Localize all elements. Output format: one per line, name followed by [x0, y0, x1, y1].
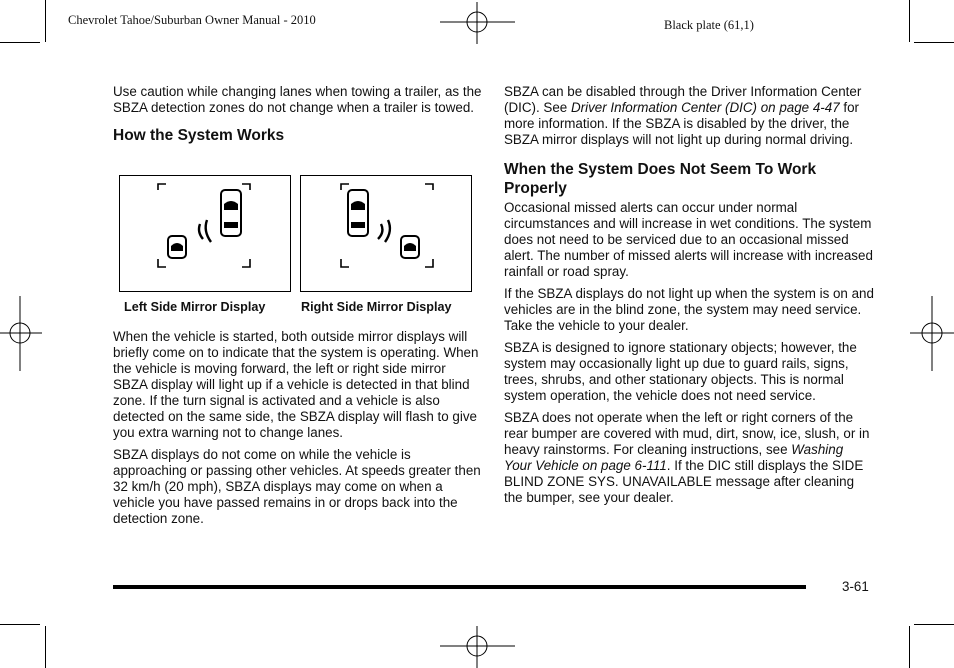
- paragraph: When the vehicle is started, both outside mirror displays will briefly come on to indicate that the system is operating. When the vehicle is moving forward, the left or right side mirror SBZA display will light up if a vehicle is detected in that blind zone. If the turn signal is activated and a vehicle is also detected on the same side, the SBZA display will flash to give you extra warning not to change lanes.: [113, 329, 479, 440]
- registration-mark-right: [910, 296, 954, 371]
- text: . If the DIC still displays the SIDE BLIND ZONE SYS. UNAVAILABLE message after cleaning the bumper, see your dealer.: [504, 458, 864, 505]
- footer-rule: [113, 585, 806, 589]
- registration-mark-top: [440, 2, 515, 44]
- paragraph: [504, 84, 874, 148]
- crop-mark: [909, 626, 910, 668]
- left-column: [113, 84, 483, 145]
- paragraph: Occasional missed alerts can occur under normal circumstances and will increase in wet conditions. The system does not need to be serviced due to an occasional missed alert. The number of missed alerts will increase with increased rainfall or road spray.: [504, 200, 873, 279]
- paragraph: [504, 410, 874, 506]
- text: SBZA does not operate when the left or right corners of the rear bumper are covered with mud, dirt, snow, ice, slush, or in heavy rainstorms. For cleaning instructions, see: [504, 410, 870, 457]
- paragraph: If the SBZA displays do not light up when the system is on and vehicles are in the blind zone, the system may need service. Take the vehicle to your dealer.: [504, 286, 874, 333]
- text: SBZA can be disabled through the Driver Information Center (DIC). See: [504, 84, 862, 115]
- left-mirror-diagram: [119, 175, 291, 292]
- manual-title: Chevrolet Tahoe/Suburban Owner Manual - 2010: [68, 13, 316, 27]
- crop-mark: [45, 626, 46, 668]
- section-heading: When the System Does Not Seem To Work Properly: [504, 161, 817, 197]
- paragraph: SBZA is designed to ignore stationary objects; however, the system may occasionally light up due to guard rails, signs, trees, shrubs, and other stationary objects. This is normal system operation, the vehicle does not need service.: [504, 340, 857, 403]
- crop-mark: [45, 0, 46, 42]
- right-mirror-diagram: [300, 175, 472, 292]
- registration-mark-left: [0, 296, 42, 371]
- left-display-caption: Left Side Mirror Display: [124, 300, 266, 314]
- plate-label: Black plate (61,1): [664, 18, 754, 32]
- cross-reference-link[interactable]: Driver Information Center (DIC) on page 4-47: [570, 100, 840, 115]
- crop-mark: [909, 0, 910, 42]
- paragraph: Use caution while changing lanes when towing a trailer, as the SBZA detection zones do not change when a trailer is towed.: [113, 84, 482, 115]
- paragraph: SBZA displays do not come on while the vehicle is approaching or passing other vehicles. At speeds greater then 32 km/h (20 mph), SBZA displays may come on when a vehicle you have passed remains in or drops back into the detection zone.: [113, 447, 481, 526]
- left-column-lower: [113, 329, 483, 533]
- crop-mark: [0, 42, 40, 43]
- page-number: 3-61: [842, 579, 869, 594]
- section-heading: How the System Works: [113, 127, 285, 144]
- registration-mark-bottom: [440, 626, 515, 668]
- text: for more information. If the SBZA is disabled by the driver, the SBZA mirror displays will not light up during normal driving.: [504, 100, 859, 147]
- right-column: [504, 84, 874, 512]
- cross-reference-link[interactable]: Washing Your Vehicle on page 6-111: [504, 442, 844, 473]
- crop-mark: [914, 624, 954, 625]
- crop-mark: [0, 624, 40, 625]
- crop-mark: [914, 42, 954, 43]
- right-display-caption: Right Side Mirror Display: [301, 300, 452, 314]
